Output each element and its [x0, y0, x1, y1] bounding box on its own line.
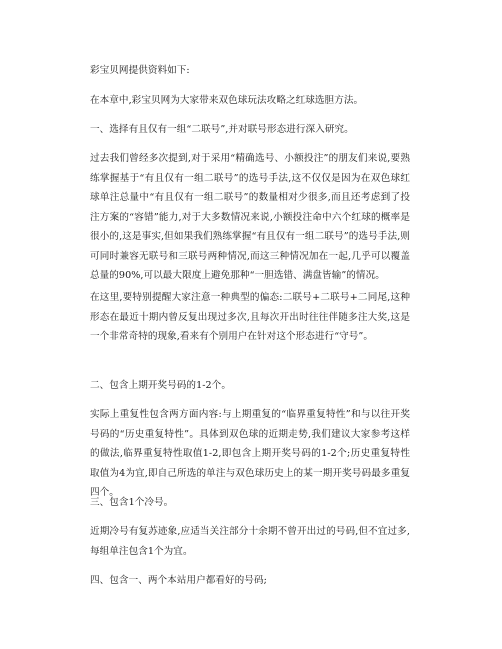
- section-1-heading: 一、选择有且仅有一组“二联号”,并对联号形态进行深入研究。: [90, 124, 354, 135]
- section-1-paragraph-1: 过去我们曾经多次提到,对于采用“精确选号、小额投注”的朋友们来说,要熟练掌握基于“有且仅有一组二联号”的选号手法,这不仅仅是因为在双色球红球单注总量中“有且仅有一组二联号”的数量相对少很多,而且还考虑到了投注方案的“容错”能力,对于大多数情况来说,小额投注命中六个红球的概率是很小的,这是事实,但如果我们熟练掌握“有且仅有一组二联号”的选号手法,则可同时兼容无联号和三联号两种情况,而这三种情况加在一起,几乎可以覆盖总量的90%,可以最大限度上避免那种“一胆选错、满盘皆输”的情况。: [90, 153, 410, 281]
- section-3-paragraph-1: 近期冷号有复苏迹象,应适当关注部分十余期不曾开出过的号码,但不宜过多,每组单注包含1个为宜。: [90, 526, 410, 557]
- section-4-heading: 四、包含一、两个本站用户都看好的号码;: [90, 575, 267, 586]
- section-2-paragraph-1: 实际上重复性包含两方面内容:与上期重复的“临界重复特性”和与以往开奖号码的“历史重复特性”。具体到双色球的近期走势,我们建议大家参考这样的做法,临界重复特性取值1-2,即包含上期开奖号码的1-2个;历史重复特性取值为4为宜,即自己所选的单注与双色球历史上的某一期开奖号码最多重复四个。: [90, 409, 410, 498]
- lead-paragraph: 在本章中,彩宝贝网为大家带来双色球玩法攻略之红球选胆方法。: [90, 95, 364, 106]
- section-1-paragraph-2: 在这里,要特别提醒大家注意一种典型的偏态:二联号+二联号+二同尾,这种形态在最近十期内曾反复出现过多次,且每次开出时往往伴随多注大奖,这是一个非常奇特的现象,看来有个别用户在针对这个形态进行“守号”。: [90, 292, 410, 342]
- section-2-heading: 二、包含上期开奖号码的1-2个。: [90, 380, 231, 391]
- section-3-heading: 三、包含1个冷号。: [90, 497, 174, 508]
- intro-line: 彩宝贝网提供资料如下:: [90, 65, 190, 76]
